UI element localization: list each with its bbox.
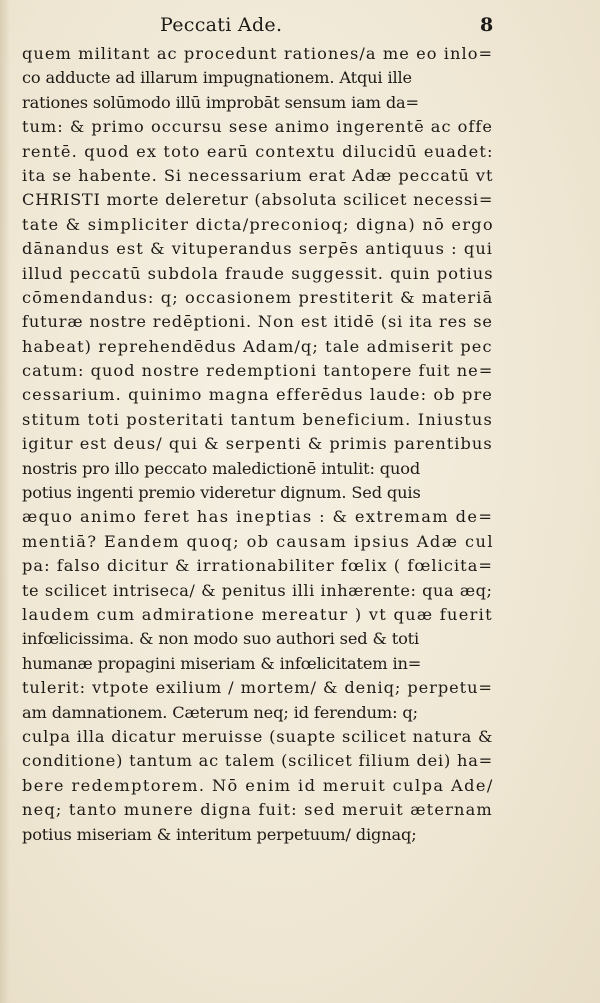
text-line: habeat) reprehendēdus Adam/q; tale admiserit pec xyxy=(22,336,493,356)
text-line: cōmendandus: q; occasionem prestiterit & materiā xyxy=(22,287,494,307)
text-line: potius miseriam & interitum perpetuum/ dignaq; xyxy=(22,824,417,844)
text-line: dānandus est & vituperandus serpēs antiquus : qui xyxy=(22,239,494,259)
text-line: æquo animo feret has ineptias : & extremam de= xyxy=(22,507,494,527)
text-line: culpa illa dicatur meruisse (suapte scilicet natura & xyxy=(22,726,494,746)
text-line: catum: quod nostre redemptioni tantopere fuit ne= xyxy=(22,361,494,381)
body-text xyxy=(22,42,492,847)
text-line: infœlicissima. & non modo suo authori sed & toti xyxy=(22,629,420,649)
page-number: 8 xyxy=(480,14,494,36)
text-line: potius ingenti premio videretur dignum. Sed quis xyxy=(22,483,421,503)
text-line: tate & simpliciter dicta/preconioq; digna) nō ergo xyxy=(22,214,494,234)
text-line: stitum toti posteritati tantum beneficium. Iniustus xyxy=(22,409,493,429)
text-line: illud peccatū subdola fraude suggessit. quin potius xyxy=(22,263,494,283)
text-line: bere redemptorem. Nō enim id meruit culpa Ade/ xyxy=(22,775,494,795)
text-line: ita se habente. Si necessarium erat Adæ peccatū vt xyxy=(22,165,494,185)
text-line: pa: falso dicitur & irrationabiliter fœlix ( fœlicita= xyxy=(22,556,494,576)
text-line: laudem cum admiratione mereatur ) vt quæ fuerit xyxy=(22,604,493,624)
text-line: te scilicet intriseca/ & penitus illi inhærente: qua æq; xyxy=(22,580,493,600)
text-line: co adducte ad illarum impugnationem. Atqui ille xyxy=(22,68,412,88)
text-line: nostris pro illo peccato maledictionē intulit: quod xyxy=(22,458,421,478)
text-line: am damnationem. Cæterum neq; id ferendum: q; xyxy=(22,702,418,722)
gutter-shadow xyxy=(0,0,10,1003)
text-line: humanæ propagini miseriam & infœlicitatem in= xyxy=(22,653,422,673)
text-line: rentē. quod ex toto earū contextu dilucidū euadet: xyxy=(22,141,494,161)
text-line: cessarium. quinimo magna efferēdus laude: ob pre xyxy=(22,385,493,405)
text-line: tum: & primo occursu sese animo ingerentē ac offe xyxy=(22,117,493,137)
text-line: quem militant ac procedunt rationes/a me eo inlo= xyxy=(22,44,494,63)
text-line: rationes solūmodo illū improbāt sensum iam da= xyxy=(22,92,419,112)
text-line: CHRISTI morte deleretur (absoluta scilicet necessi= xyxy=(22,190,494,210)
text-line: igitur est deus/ qui & serpenti & primis parentibus xyxy=(22,434,493,454)
text-line: conditione) tantum ac talem (scilicet filium dei) ha= xyxy=(22,751,493,771)
text-line: futuræ nostre redēptioni. Non est itidē (si ita res se xyxy=(22,312,493,332)
text-line: neq; tanto munere digna fuit: sed meruit æternam xyxy=(22,800,493,820)
text-line: mentiā? Eandem quoq; ob causam ipsius Adæ cul xyxy=(22,531,494,551)
running-title: Peccati Ade. xyxy=(160,14,283,36)
text-line: tulerit: vtpote exilium / mortem/ & deniq; perpetu= xyxy=(22,678,493,698)
